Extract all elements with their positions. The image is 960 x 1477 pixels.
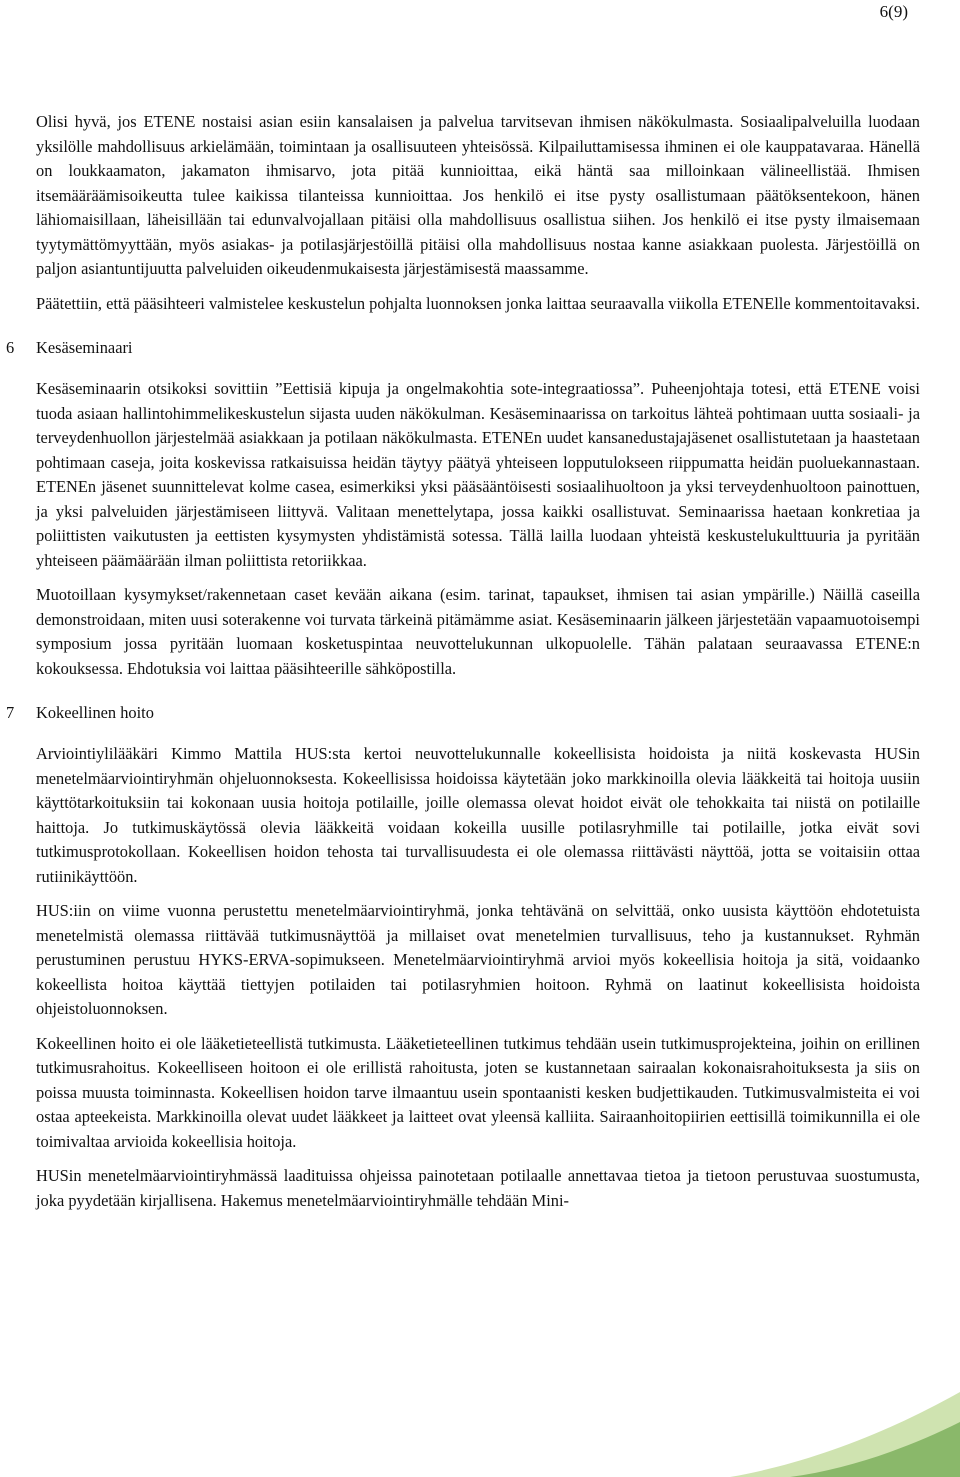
paragraph: Muotoillaan kysymykset/rakennetaan caset kevään aikana (esim. tarinat, tapaukset, ihmisen tai asian ympärille.) Näillä caseilla demonstroidaan, miten uusi soterakenne voi turvata tärkeinä pitämämme asiat. Kesäseminaarin jälkeen järjestetään vapaamuotoisempi symposium jossa pyritään luomaan kosketuspintaa neuvottelukunnan ulkopuolelle. Tähän palataan seuraavassa ETENE:n kokouksessa. Ehdotuksia voi laittaa pääsihteerille sähköpostilla. [36,585,920,678]
paragraph: Arviointiylilääkäri Kimmo Mattila HUS:sta kertoi neuvottelukunnalle kokeellisista hoidoista ja niitä koskevasta HUSin menetelmäarviointiryhmän ohjeluonnoksesta. Kokeellisissa hoidoissa käytetään joko markkinoilla olevia lääkkeitä tai hoitoja uusiin käyttötarkoituksiin tai kokonaan uusia hoitoja potilaille, joille olemassa olevat hoidot eivät ole tehokkaita tai niistä on potilaille haittoja. Jo tutkimuskäytössä olevia lääkkeitä voidaan kokeilla uusille potilasryhmille tai potilaille, jotka eivät sovi tutkimusprotokollaan. Kokeellisen hoidon tehosta tai turvallisuudesta ei ole olemassa riittävästi näyttöä, jotta se voitaisiin ottaa rutiinikäyttöön. [36,744,920,886]
section-number: 6 [6,338,15,357]
section-title: Kokeellinen hoito [36,703,154,722]
paragraph: HUS:iin on viime vuonna perustettu menetelmäarviointiryhmä, jonka tehtävänä on selvittää, onko uusista käyttöön ehdotetuista menetelmistä olemassa riittävää tutkimusnäyttöä ja millaiset ovat menetelmien turvallisuus, teho ja kustannukset. Ryhmän perustuminen perustuu HYKS-ERVA-sopimukseen. Menetelmäarviointiryhmä arvioi myös kokeellisia hoitoja ja sitä, voidaanko kokeellista hoitoa käyttää tiettyjen potilaiden tai potilasryhmien hoitoon. Ryhmä on laatinut kokeellisista hoidoista ohjeistoluonnoksen. [36,901,920,1018]
paragraph: HUSin menetelmäarviointiryhmässä laadituissa ohjeissa painotetaan potilaalle annettavaa tietoa ja tietoon perustuvaa suostumusta, joka pyydetään kirjallisena. Hakemus menetelmäarviointiryhmälle tehdään Mini- [36,1166,920,1210]
paragraph: Päätettiin, että pääsihteeri valmistelee keskustelun pohjalta luonnoksen jonka laittaa seuraavalla viikolla ETENElle kommentoitavaksi. [36,293,920,313]
section-title: Kesäseminaari [36,338,133,357]
section-number: 7 [6,703,15,722]
paragraph: Kesäseminaarin otsikoksi sovittiin ”Eettisiä kipuja ja ongelmakohtia sote-integraatiossa”. Puheenjohtaja totesi, että ETENE voisi tuoda asiaan hallintohimmelikeskustelun sijasta uuden näkökulman. Kesäseminaarissa on tarkoitus lähteä pohtimaan uutta sosiaali- ja terveydenhuollon järjestelmää asiakkaan ja potilaan näkökulmasta. ETENEn uudet kansanedustajajäsenet osallistutetaan ja haastetaan pohtimaan caseja, joita koskevissa ratkaisuissa heidän täytyy päätyä yhteiseen lopputulokseen riippumatta heidän puoluekannastaan. ETENEn jäsenet suunnittelevat kolme casea, esimerkiksi yksi pääsääntöisesti sosiaalihuoltoon ja yksi terveydenhuoltoon painottuen, ja yksi palveluiden järjestämiseen liittyvä. Valitaan menettelytapa, jossa kaikki osallistuvat. Seminaarissa haetaan konkretiaa ja poliittisten vaikutusten ja eettisten kysymysten yhdistämistä sotessa. Tällä lailla luodaan yhteistä keskustelukulttuuria ja pyritään yhteiseen päämäärään ilman poliittista retoriikkaa. [36,379,920,570]
section-heading [6,336,920,360]
section-heading [6,701,920,725]
paragraph: Kokeellinen hoito ei ole lääketieteellistä tutkimusta. Lääketieteellinen tutkimus tehdään usein tutkimusprojekteina, joihin on erillinen tutkimusrahoitus. Kokeelliseen hoitoon ei ole erillistä rahoitusta, joten se kustannetaan sairaalan kokonaisrahoituksesta ja siis on poissa muusta toiminnasta. Kokeellisen hoidon tarve ilmaantuu usein spontaanisti kesken budjettikauden. Tutkimusvalmisteita ei voi ostaa apteekeista. Markkinoilla olevat uudet lääkkeet ja laitteet ovat yleensä kalliita. Sairaanhoitopiirien eettisillä toimikunnilla ei ole toimivaltaa arvioida kokeellisia hoitoja. [36,1033,920,1151]
page-number: 6(9) [879,2,908,21]
corner-decoration [730,1337,960,1477]
document-body [6,110,920,1223]
paragraph: Olisi hyvä, jos ETENE nostaisi asian esiin kansalaisen ja palvelua tarvitsevan ihmisen näkökulmasta. Sosiaalipalveluilla luodaan yksilölle mahdollisuus arkielämään, toimintaan ja osallisuuteen yhteisössä. Kilpailuttamisessa ihminen ei ole kauppatavaraa. Hänellä on loukkaamaton, jakamaton ihmisarvo, jota pitää kunnioittaa, eikä häntä saa milloinkaan välineellistää. Ihmisen itsemääräämisoikeutta tulee kaikissa tilanteissa kunnioittaa. Jos henkilö ei itse pysty osallistumaan päätöksentekoon, hänen lähiomaisillaan, läheisillään tai edunvalvojallaan pitäisi olla mahdollisuus osallistua siihen. Jos henkilö ei itse pysty ilmaisemaan tyytymättömyyttään, myös asiakas- ja potilasjärjestöillä pitäisi olla mahdollisuus nostaa kanne asiakkaan puolesta. Järjestöillä on paljon asiantuntijuutta palveluiden oikeudenmukaisesta järjestämisestä maassamme. [36,112,920,278]
